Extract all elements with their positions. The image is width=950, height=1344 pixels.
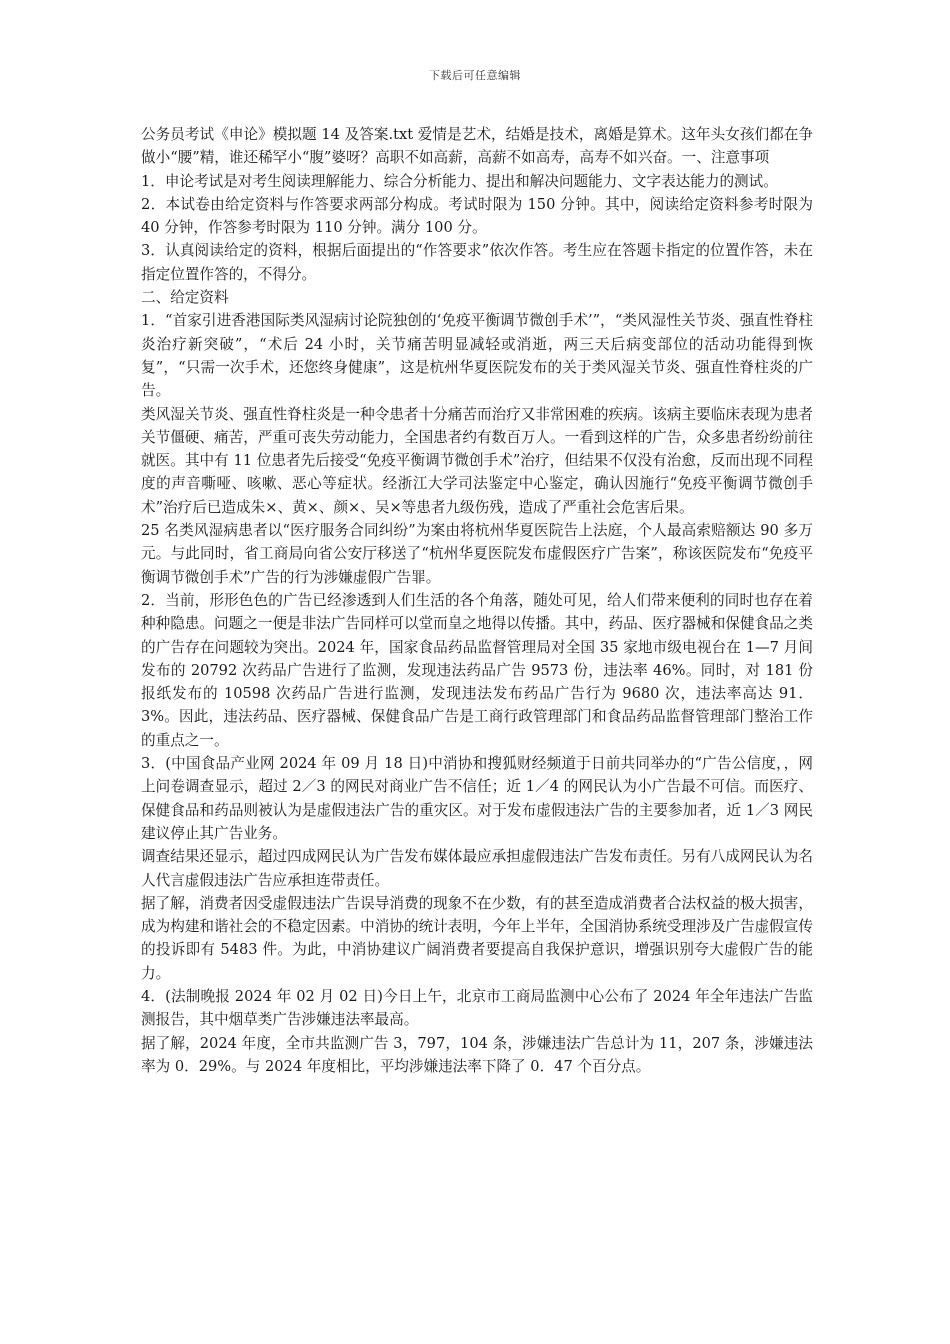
- paragraph: 3．(中国食品产业网 2024 年 09 月 18 日)中消协和搜狐财经频道于日前共同举办的“广告公信度，，网上问卷调查显示，超过 2／3 的网民对商业广告不信任；近 1／4 的网民认为小广告最不可信。而医疗、保健食品和药品则被认为是虚假违法广告的重灾区。对于发布虚假违法广告的主要参加者，近 1／3 网民建议停止其广告业务。: [141, 755, 813, 842]
- page-header: 下载后可任意编辑: [429, 69, 521, 82]
- paragraph: 2．本试卷由给定资料与作答要求两部分构成。考试时限为 150 分钟。其中，阅读给定资料参考时限为 40 分钟，作答参考时限为 110 分钟。满分 100 分。: [141, 195, 813, 237]
- paragraph: 据了解，2024 年度，全市共监测广告 3，797，104 条，涉嫌违法广告总计为 11，207 条，涉嫌违法率为 0．29%。与 2024 年度相比，平均涉嫌违法率下降了 0．47 个百分点。: [141, 1034, 813, 1075]
- paragraph: 1．申论考试是对考生阅读理解能力、综合分析能力、提出和解决问题能力、文字表达能力的测试。: [141, 172, 778, 190]
- paragraph: 2．当前，形形色色的广告已经渗透到人们生活的各个角落，随处可见，给人们带来便利的同时也存在着种种隐患。问题之一便是非法广告同样可以堂而皇之地得以传播。其中，药品、医疗器械和保健食品之类的广告存在问题较为突出。2024 年，国家食品药品监督管理局对全国 35 家地市级电视台在 1—7 月间发布的 20792 次药品广告进行了监测，发现违法药品广告 9573 份，违法率 46%。同时，对 181 份报纸发布的 10598 次药品广告进行监测，发现违法发布药品广告行为 9680 次，违法率高达 91．3%。因此，违法药品、医疗器械、保健食品广告是工商行政管理部门和食品药品监督管理部门整治工作的重点之一。: [141, 591, 813, 749]
- paragraph: 调查结果还显示，超过四成网民认为广告发布媒体最应承担虚假违法广告发布责任。另有八成网民认为名人代言虚假违法广告应承担连带责任。: [141, 848, 813, 889]
- paragraph: 1．“首家引进香港国际类风湿病讨论院独创的‘免疫平衡调节微创手术’”，“类风湿性关节炎、强直性脊柱炎治疗新突破”，“术后 24 小时，关节痛苦明显减轻或消逝，两三天后病变部位的活动功能得到恢复”，“只需一次手术，还您终身健康”，这是杭州华夏医院发布的关于类风湿关节炎、强直性脊柱炎的广告。: [141, 312, 813, 400]
- paragraph: 据了解，消费者因受虚假违法广告误导消费的现象不在少数，有的甚至造成消费者合法权益的极大损害，成为构建和谐社会的不稳定因素。中消协的统计表明，今年上半年，全国消协系统受理涉及广告虚假宣传的投诉即有 5483 件。为此，中消协建议广阔消费者要提高自我保护意识，增强识别夸大虚假广告的能力。: [141, 894, 813, 982]
- paragraph: 公务员考试《申论》模拟题 14 及答案.txt 爱情是艺术，结婚是技术，离婚是算术。这年头女孩们都在争做小“腰”精，谁还稀罕小“腹”婆呀？高职不如高薪，高薪不如高寿，高寿不如兴奋。一、注意事项: [141, 126, 813, 167]
- paragraph: 4．(法制晚报 2024 年 02 月 02 日)今日上午，北京市工商局监测中心公布了 2024 年全年违法广告监测报告，其中烟草类广告涉嫌违法率最高。: [141, 987, 813, 1029]
- paragraph: 3．认真阅读给定的资料，根据后面提出的“作答要求”依次作答。考生应在答题卡指定的位置作答，未在指定位置作答的，不得分。: [141, 242, 813, 283]
- section-heading: 二、给定资料: [141, 289, 229, 307]
- paragraph: 25 名类风湿病患者以“医疗服务合同纠纷”为案由将杭州华夏医院告上法庭，个人最高索赔额达 90 多万元。与此同时，省工商局向省公安厅移送了“杭州华夏医院发布虚假医疗广告案”，称该医院发布“免疫平衡调节微创手术”广告的行为涉嫌虚假广告罪。: [141, 522, 813, 586]
- paragraph: 类风湿关节炎、强直性脊柱炎是一种令患者十分痛苦而治疗又非常困难的疾病。该病主要临床表现为患者关节僵硬、痛苦，严重可丧失劳动能力，全国患者约有数百万人。一看到这样的广告，众多患者纷纷前往就医。其中有 11 位患者先后接受“免疫平衡调节微创手术”治疗，但结果不仅没有治愈，反而出现不同程度的声音嘶哑、咳嗽、恶心等症状。经浙江大学司法鉴定中心鉴定，确认因施行“免疫平衡调节微创手术”治疗后已造成朱×、黄×、颜×、吴×等患者九级伤残，造成了严重社会危害后果。: [141, 405, 813, 516]
- document-body: [141, 123, 813, 1078]
